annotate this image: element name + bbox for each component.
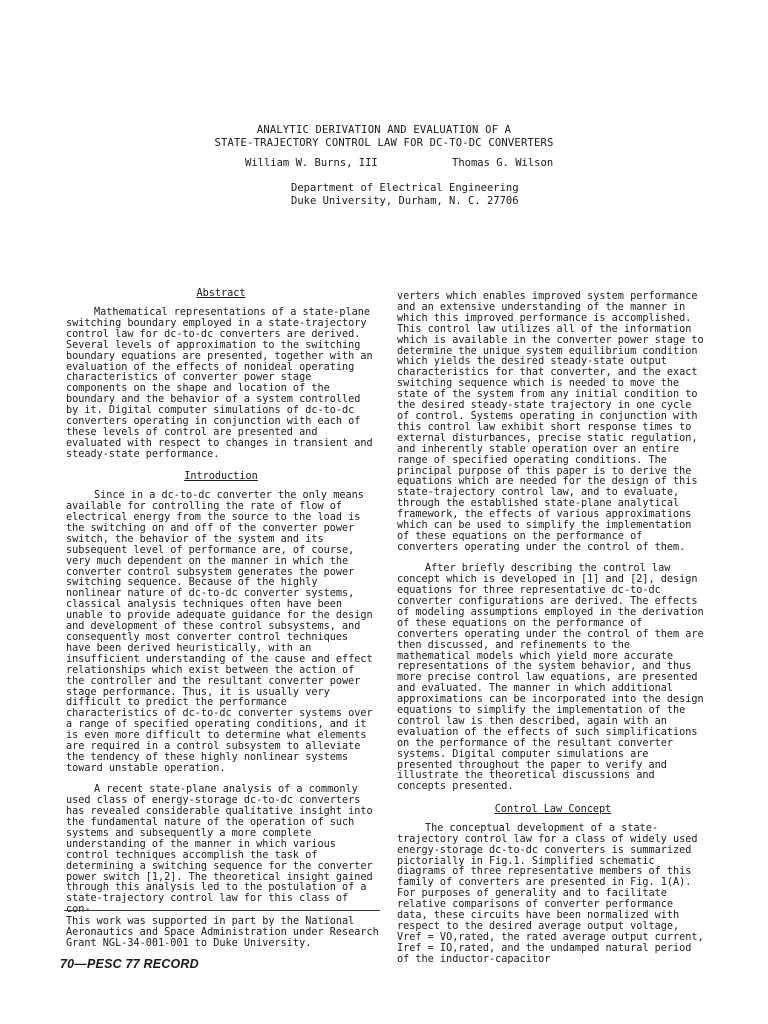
- author-name: Thomas G. Wilson: [452, 157, 554, 169]
- footnote: This work was supported in part by the National Aeronautics and Space Administration under Research Grant NGL-34-001-001 to Duke University.: [66, 916, 379, 950]
- left-column: [66, 288, 376, 927]
- affiliation-line: Duke University, Durham, N. C. 27706: [291, 194, 519, 207]
- paper-title-line-2: STATE-TRAJECTORY CONTROL LAW FOR DC-TO-DC CONVERTERS: [214, 137, 554, 149]
- control-law-heading: Control Law Concept: [494, 803, 612, 815]
- right-column: [397, 292, 709, 976]
- introduction-paragraph: A recent state-plane analysis of a commonly used class of energy-storage dc-to-dc converters has revealed considerable qualitative insight into the fundamental nature of the operation of such systems and subsequently a more complete understanding of the manner in which various control techniques accomplish the task of determining a switching sequence for the converter power switch [1,2]. The theoretical insight gained through this analysis led to the postulation of a state-trajectory control law for this class of con-: [66, 784, 373, 916]
- page-footer-label: 70—PESC 77 RECORD: [60, 957, 199, 971]
- affiliation-line: Department of Electrical Engineering: [291, 182, 519, 194]
- paper-header: [0, 124, 768, 150]
- paper-title-line-1: ANALYTIC DERIVATION AND EVALUATION OF A: [256, 124, 512, 136]
- introduction-heading: Introduction: [184, 471, 258, 483]
- affiliation: [291, 182, 519, 207]
- abstract-paragraph: Mathematical representations of a state-plane switching boundary employed in a state-trajectory control law for dc-to-dc converters are derived. Several levels of approximation to the switching boundary equations are presented, together with an evaluation of the effects of nonideal operating characteristics of converter power stage components on the shape and location of the boundary and the behavior of a system controlled by it. Digital computer simulations of dc-to-dc converters operating in conjunction with each of these levels of control are presented and evaluated with respect to changes in transient and steady-state performance.: [66, 307, 373, 460]
- abstract-heading: Abstract: [196, 288, 246, 299]
- body-paragraph: verters which enables improved system performance and an extensive understanding of the manner in which this improved performance is accomplished. This control law utilizes all of the information which is available in the converter power stage to determine the unique system equilibrium condition which yields the desired steady-state output characteristics for that converter, and the exact switching sequence which is needed to move the state of the system from any initial condition to the desired steady-state trajectory in one cycle of control. Systems operating in conjunction with this control law exhibit short response times to external disturbances, precise static regulation, and inherently stable operation over an entire range of specified operating conditions. The principal purpose of this paper is to derive the equations which are needed for the design of this state-trajectory control law, and to evaluate, through the established state-plane analytical framework, the effects of various approximations which can be used to simplify the implementation of these equations on the performance of converters operating under the control of them.: [397, 291, 704, 553]
- introduction-paragraph: Since in a dc-to-dc converter the only means available for controlling the rate of flow of electrical energy from the source to the load is the switching on and off of the converter power switch, the behavior of the system and its subsequent level of performance are, of course, very much dependent on the manner in which the converter control subsystem generates the power switching sequence. Because of the highly nonlinear nature of dc-to-dc converter systems, classical analysis techniques often have been unable to provide adequate guidance for the design and development of these control subsystems, and consequently most converter control techniques have been derived heuristically, with an insufficient understanding of the cause and effect relationships which exist between the action of the controller and the resultant converter power stage performance. Thus, it is usually very difficult to predict the performance characteristics of dc-to-dc converter systems over a range of specified operating conditions, and it is even more difficult to determine what elements are required in a control subsystem to alleviate the tendency of these highly nonlinear systems toward unstable operation.: [66, 490, 373, 774]
- footnote-divider: [64, 910, 380, 911]
- author-name: William W. Burns, III: [245, 157, 378, 169]
- body-paragraph: After briefly describing the control law concept which is developed in [1] and [2], design equations for three representative dc-to-dc converter configurations are derived. The effects of modeling assumptions employed in the derivation of these equations on the performance of converters operating under the control of them are then discussed, and refinements to the mathematical models which yield more accurate representations of the system behavior, and thus more precise control law equations, are presented and evaluated. The manner in which additional approximations can be incorporated into the design equations to simplify the implementation of the control law is then described, again with an evaluation of the effects of such simplifications on the performance of the resultant converter systems. Digital computer simulations are presented throughout the paper to verify and illustrate the theoretical discussions and concepts presented.: [397, 563, 704, 793]
- body-paragraph: The conceptual development of a state-trajectory control law for a class of widely used energy-storage dc-to-dc converters is summarized pictorially in Fig.1. Simplified schematic diagrams of three representative members of this family of converters are presented in Fig. 1(A). For purposes of generality and to facilitate relative comparisons of converter performance data, these circuits have been normalized with respect to the desired average output voltage, Vref = VO,rated, the rated average output current, Iref = IO,rated, and the undamped natural period of the inductor-capacitor: [397, 822, 704, 965]
